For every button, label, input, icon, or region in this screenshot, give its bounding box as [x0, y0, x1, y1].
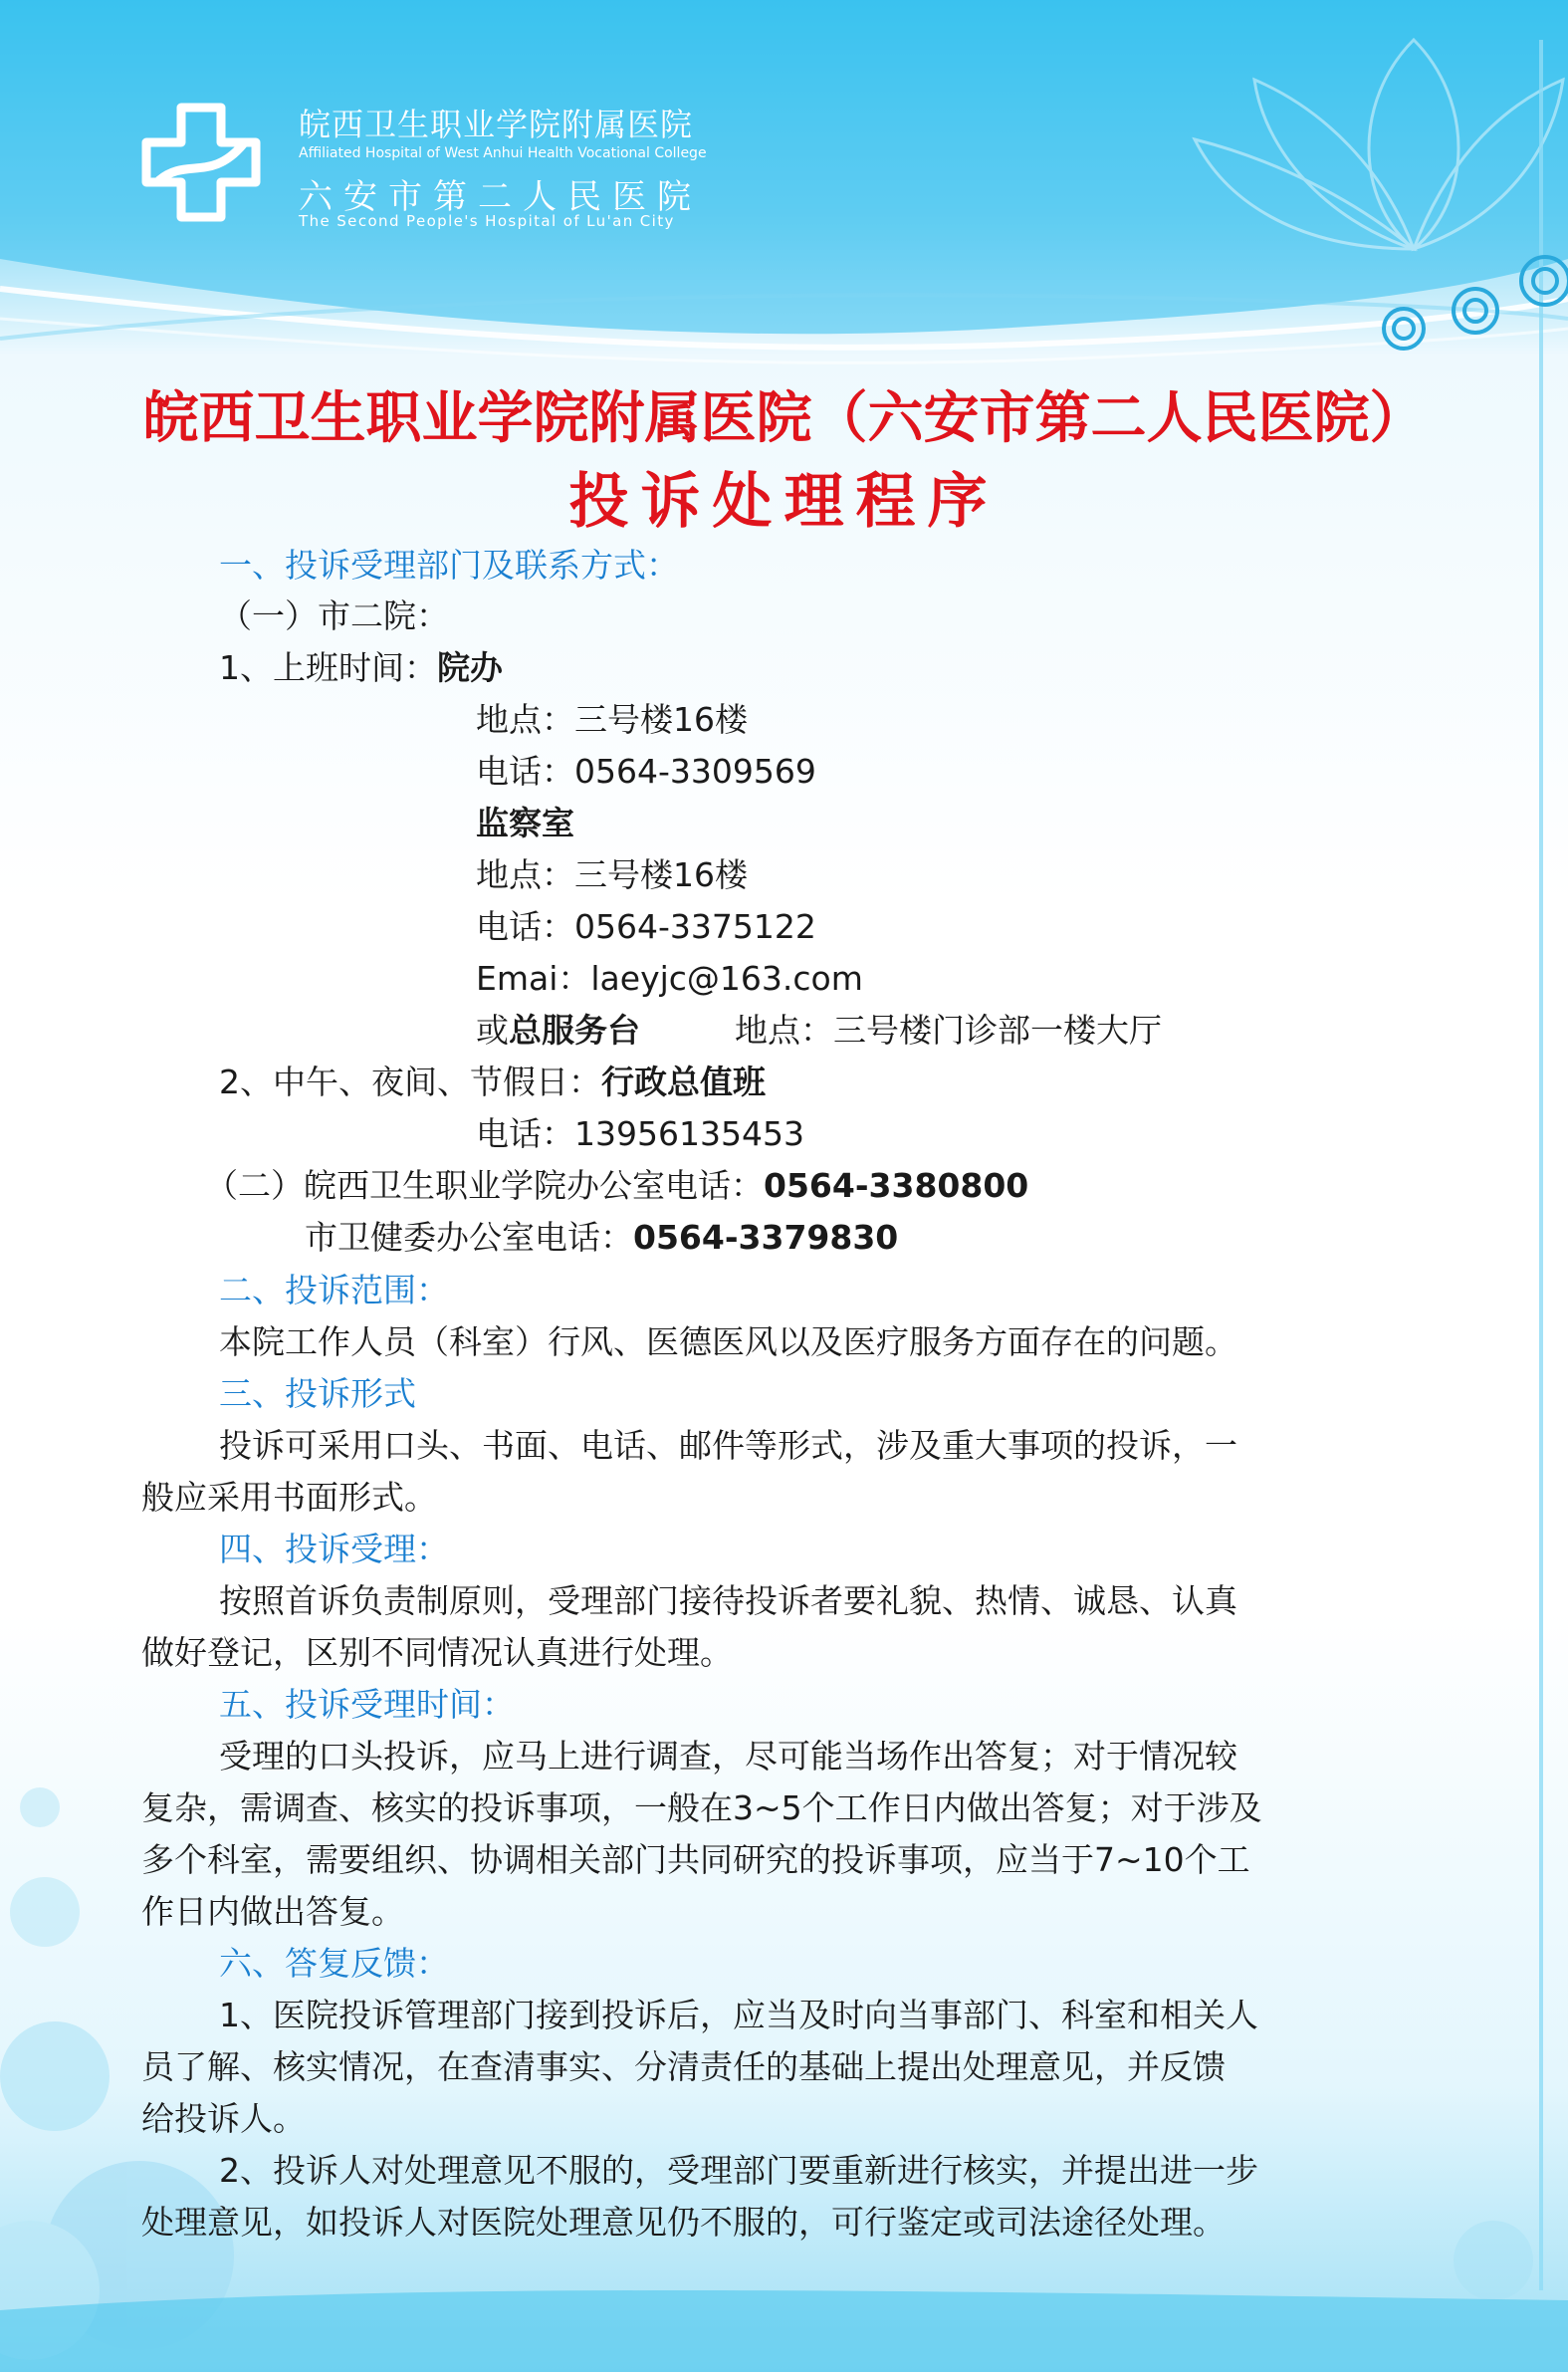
office2-name: 监察室 [476, 804, 574, 842]
section6-p1-line3: 给投诉人。 [141, 2099, 306, 2138]
after-hours-line [219, 1061, 766, 1104]
hospital2-name-cn: 六安市第二人民医院 [299, 177, 702, 217]
or-label: 或 [476, 1011, 509, 1050]
office1-address: 地点：三号楼16楼 [476, 700, 748, 739]
after-hours-phone: 电话：13956135453 [476, 1114, 804, 1153]
hospital2-name-en: The Second People's Hospital of Lu'an City [299, 212, 675, 230]
section5-text-line2: 复杂，需调查、核实的投诉事项，一般在3~5个工作日内做出答复；对于涉及 [141, 1788, 1262, 1827]
health-commission-line [305, 1216, 898, 1260]
section3-heading: 三、投诉形式 [219, 1374, 416, 1413]
section5-heading: 五、投诉受理时间： [219, 1685, 515, 1724]
section2-heading: 二、投诉范围： [219, 1271, 449, 1309]
section6-heading: 六、答复反馈： [219, 1944, 449, 1983]
hospital-name-cn: 皖西卫生职业学院附属医院 [299, 106, 694, 143]
health-commission-label: 市卫健委办公室电话： [305, 1218, 633, 1257]
health-commission-phone: 0564-3379830 [633, 1218, 899, 1257]
section3-text-line2: 般应采用书面形式。 [141, 1478, 437, 1517]
section1-sub1: （一）市二院： [219, 596, 449, 635]
office2-address: 地点：三号楼16楼 [476, 855, 748, 894]
section4-heading: 四、投诉受理： [219, 1530, 449, 1568]
section5-text-line4: 作日内做出答复。 [141, 1892, 404, 1931]
service-desk-line [476, 1009, 640, 1053]
college-office-label: （二）皖西卫生职业学院办公室电话： [205, 1166, 764, 1205]
after-hours-office: 行政总值班 [601, 1063, 766, 1101]
work-hours-label: 1、上班时间： [219, 648, 437, 687]
section5-text-line1: 受理的口头投诉，应马上进行调查，尽可能当场作出答复；对于情况较 [219, 1737, 1237, 1776]
hospital-cross-logo-icon [141, 103, 261, 222]
service-desk-name: 总服务台 [509, 1011, 640, 1050]
section4-text-line2: 做好登记，区别不同情况认真进行处理。 [141, 1633, 733, 1672]
college-office-phone: 0564-3380800 [764, 1166, 1029, 1205]
section6-p2-line2: 处理意见，如投诉人对医院处理意见仍不服的，可行鉴定或司法途径处理。 [141, 2203, 1226, 2242]
section2-text: 本院工作人员（科室）行风、医德医风以及医疗服务方面存在的问题。 [219, 1322, 1237, 1361]
section1-heading: 一、投诉受理部门及联系方式： [219, 546, 679, 585]
hospital-name-en: Affiliated Hospital of West Anhui Health Vocational College [299, 145, 707, 161]
office2-phone: 电话：0564-3375122 [476, 907, 816, 946]
office1-name: 院办 [437, 648, 503, 687]
section4-text-line1: 按照首诉负责制原则，受理部门接待投诉者要礼貌、热情、诚恳、认真 [219, 1581, 1237, 1620]
office1-phone: 电话：0564-3309569 [476, 752, 816, 791]
section5-text-line3: 多个科室，需要组织、协调相关部门共同研究的投诉事项，应当于7~10个工 [141, 1840, 1250, 1879]
section6-p2-line1: 2、投诉人对处理意见不服的，受理部门要重新进行核实，并提出进一步 [219, 2151, 1258, 2190]
work-hours-line [219, 646, 503, 690]
service-desk-address: 地点：三号楼门诊部一楼大厅 [735, 1011, 1162, 1050]
section3-text-line1: 投诉可采用口头、书面、电话、邮件等形式，涉及重大事项的投诉，一 [219, 1426, 1237, 1465]
page-subtitle: 投诉处理程序 [568, 467, 1000, 537]
section6-p1-line1: 1、医院投诉管理部门接到投诉后，应当及时向当事部门、科室和相关人 [219, 1996, 1258, 2034]
after-hours-label: 2、中午、夜间、节假日： [219, 1063, 601, 1101]
office2-email: Emai：laeyjc@163.com [476, 959, 863, 998]
page-title: 皖西卫生职业学院附属医院（六安市第二人民医院） [142, 385, 1426, 451]
college-office-line [205, 1164, 1028, 1208]
section6-p1-line2: 员了解、核实情况，在查清事实、分清责任的基础上提出处理意见，并反馈 [141, 2047, 1226, 2086]
